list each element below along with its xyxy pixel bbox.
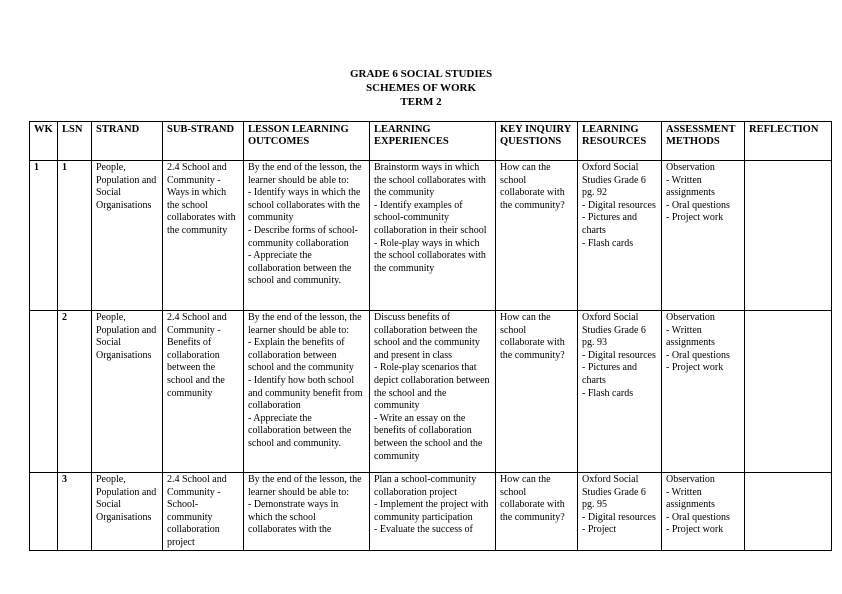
- title-line-subject: GRADE 6 SOCIAL STUDIES: [349, 68, 493, 80]
- resource-line: - Project: [582, 524, 617, 536]
- cell-wk: 1: [30, 161, 58, 311]
- header-resources: LEARNING RESOURCES: [578, 122, 662, 161]
- table-row: [30, 473, 832, 551]
- outcome-line: - Explain the benefits of collaboration between school and the community: [248, 337, 354, 374]
- experience-line: Brainstorm ways in which the school collaborates with the community: [374, 162, 486, 199]
- resource-line: - Flash cards: [582, 237, 634, 249]
- resource-line: Oxford Social Studies Grade 6 pg. 93: [582, 312, 646, 349]
- schemes-of-work-table: [29, 121, 832, 551]
- experience-line: - Evaluate the success of: [374, 524, 473, 536]
- experience-line: - Implement the project with community participation: [374, 499, 489, 523]
- cell-inquiry: How can the school collaborate with the community?: [496, 311, 578, 473]
- cell-resources: [578, 473, 662, 551]
- header-outcomes: LESSON LEARNING OUTCOMES: [244, 122, 370, 161]
- cell-strand: People, Population and Social Organisations: [92, 473, 163, 551]
- assessment-line: - Project work: [666, 524, 724, 536]
- cell-resources: [578, 161, 662, 311]
- cell-wk: [30, 473, 58, 551]
- cell-sub-strand: 2.4 School and Community - School-community collaboration project: [163, 473, 244, 551]
- resource-line: - Pictures and charts: [582, 362, 637, 386]
- resource-line: - Digital resources: [582, 199, 656, 211]
- resource-line: - Digital resources: [582, 349, 656, 361]
- title-line-schemes: SCHEMES OF WORK: [365, 82, 477, 94]
- cell-reflection[interactable]: [745, 161, 832, 311]
- assessment-line: - Written assignments: [666, 486, 715, 511]
- cell-experiences: [370, 161, 496, 311]
- table-header-row: [30, 122, 832, 161]
- document-title-block: [0, 67, 842, 109]
- cell-resources: [578, 311, 662, 473]
- header-sub-strand: SUB-STRAND: [163, 122, 244, 161]
- outcome-line: By the end of the lesson, the learner should be able to:: [248, 474, 362, 498]
- resource-line: - Pictures and charts: [582, 212, 637, 236]
- title-line-term: TERM 2: [400, 96, 442, 108]
- cell-assessment: [662, 311, 745, 473]
- assessment-line: Observation: [666, 162, 715, 173]
- cell-sub-strand: 2.4 School and Community - Ways in which the school collaborates with the community: [163, 161, 244, 311]
- assessment-line: - Written assignments: [666, 324, 715, 349]
- header-experiences: LEARNING EXPERIENCES: [370, 122, 496, 161]
- header-reflection: REFLECTION: [745, 122, 832, 161]
- experience-line: - Identify examples of school-community collaboration in their school: [374, 199, 487, 236]
- cell-strand: People, Population and Social Organisations: [92, 311, 163, 473]
- cell-experiences: [370, 311, 496, 473]
- header-strand: STRAND: [92, 122, 163, 161]
- cell-reflection[interactable]: [745, 473, 832, 551]
- cell-sub-strand: 2.4 School and Community - Benefits of collaboration between the school and the community: [163, 311, 244, 473]
- resource-line: - Digital resources: [582, 511, 656, 523]
- resource-line: Oxford Social Studies Grade 6 pg. 92: [582, 162, 646, 199]
- header-assessment: ASSESSMENT METHODS: [662, 122, 745, 161]
- cell-outcomes: [244, 311, 370, 473]
- assessment-line: - Project work: [666, 362, 724, 374]
- table-row: [30, 161, 832, 311]
- header-inquiry: KEY INQUIRY QUESTIONS: [496, 122, 578, 161]
- experience-line: - Write an essay on the benefits of collaboration between the school and the community: [374, 412, 483, 462]
- assessment-line: - Oral questions: [666, 349, 730, 361]
- experience-line: Plan a school-community collaboration project: [374, 474, 477, 498]
- outcome-line: - Identify ways in which the school collaborates with the community: [248, 187, 361, 224]
- cell-assessment: [662, 473, 745, 551]
- cell-inquiry: How can the school collaborate with the community?: [496, 473, 578, 551]
- cell-reflection[interactable]: [745, 311, 832, 473]
- header-wk: WK: [30, 122, 58, 161]
- outcome-line: By the end of the lesson, the learner should be able to:: [248, 312, 362, 336]
- cell-assessment: [662, 161, 745, 311]
- assessment-line: - Written assignments: [666, 174, 715, 199]
- outcome-line: - Appreciate the collaboration between the school and community.: [248, 250, 352, 287]
- experience-line: - Role-play scenarios that depict collaboration between the school and the community: [374, 362, 490, 412]
- outcome-line: - Demonstrate ways in which the school collaborates with the: [248, 499, 339, 536]
- assessment-line: Observation: [666, 312, 715, 323]
- assessment-line: Observation: [666, 474, 715, 485]
- cell-outcomes: [244, 473, 370, 551]
- assessment-line: - Oral questions: [666, 511, 730, 523]
- table-row: [30, 311, 832, 473]
- cell-outcomes: [244, 161, 370, 311]
- assessment-line: - Oral questions: [666, 199, 730, 211]
- outcome-line: - Identify how both school and community benefit from collaboration: [248, 374, 363, 412]
- cell-lsn: 2: [58, 311, 92, 473]
- cell-lsn: 1: [58, 161, 92, 311]
- outcome-line: - Describe forms of school-community collaboration: [248, 224, 358, 249]
- assessment-line: - Project work: [666, 212, 724, 224]
- cell-wk: [30, 311, 58, 473]
- experience-line: - Role-play ways in which the school collaborates with the community: [374, 237, 486, 274]
- outcome-line: By the end of the lesson, the learner should be able to:: [248, 162, 362, 186]
- experience-line: Discuss benefits of collaboration between the school and the community and present in class: [374, 312, 480, 361]
- resource-line: Oxford Social Studies Grade 6 pg. 95: [582, 474, 646, 511]
- resource-line: - Flash cards: [582, 387, 634, 399]
- cell-experiences: [370, 473, 496, 551]
- outcome-line: - Appreciate the collaboration between the school and community.: [248, 412, 352, 449]
- cell-lsn: 3: [58, 473, 92, 551]
- cell-inquiry: How can the school collaborate with the community?: [496, 161, 578, 311]
- cell-strand: People, Population and Social Organisations: [92, 161, 163, 311]
- header-lsn: LSN: [58, 122, 92, 161]
